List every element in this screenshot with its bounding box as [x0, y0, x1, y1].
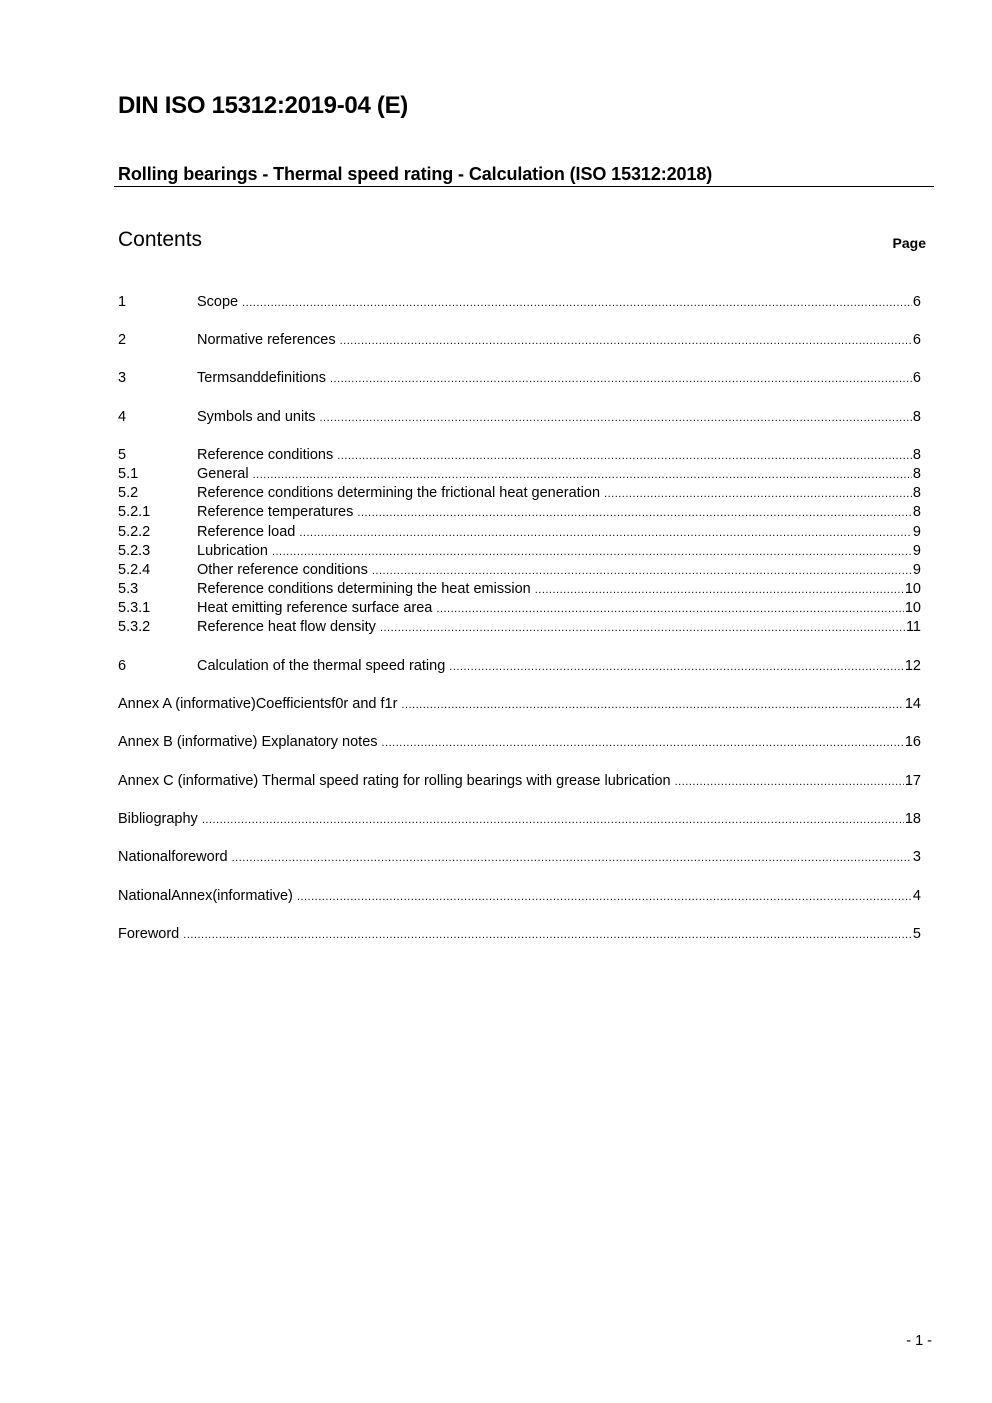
toc-entry-5-3-1[interactable]	[118, 599, 921, 618]
toc-entry-5[interactable]	[118, 446, 921, 465]
toc-entry-title: Foreword	[118, 926, 180, 942]
toc-entry-title: Other reference conditions	[197, 562, 368, 578]
toc-entry-page: 12	[904, 658, 921, 674]
toc-entry-number: 5.2.3	[118, 543, 151, 559]
toc-entry-annex-a[interactable]	[118, 695, 921, 714]
toc-entry-5-1[interactable]	[118, 465, 921, 484]
toc-entry-page: 5	[912, 926, 921, 942]
toc-entry-title: Reference temperatures	[197, 504, 354, 520]
toc-entry-page: 8	[912, 485, 921, 501]
toc-entry-number: 5.2	[118, 485, 139, 501]
toc-dot-leader	[357, 504, 912, 523]
toc-entry-title: Annex C (informative) Thermal speed rating for rolling bearings with grease lubrication	[118, 773, 671, 789]
toc-dot-leader	[535, 581, 904, 600]
toc-entry-title: Reference conditions determining the frictional heat generation	[197, 485, 601, 501]
toc-entry-title: Normative references	[197, 332, 336, 348]
toc-entry-5-2-4[interactable]	[118, 561, 921, 580]
toc-entry-annex-b[interactable]	[118, 733, 921, 752]
document-subtitle: Rolling bearings - Thermal speed rating - Calculation (ISO 15312:2018)	[118, 164, 713, 184]
document-title: DIN ISO 15312:2019-04 (E)	[118, 92, 408, 119]
toc-entry-page: 8	[912, 466, 921, 482]
toc-entry-title: Scope	[197, 294, 239, 310]
toc-entry-number: 5.3.1	[118, 600, 151, 616]
toc-dot-leader	[202, 811, 904, 830]
toc-entry-national-foreword[interactable]	[118, 848, 921, 867]
toc-entry-title: Bibliography	[118, 811, 198, 827]
toc-dot-leader	[297, 888, 912, 907]
toc-entry-number: 5.2.4	[118, 562, 151, 578]
toc-dot-leader	[675, 773, 904, 792]
toc-entry-title: NationalAnnex(informative)	[118, 888, 293, 904]
toc-entry-number: 5	[118, 447, 127, 463]
toc-dot-leader	[372, 562, 912, 581]
toc-dot-leader	[449, 658, 904, 677]
toc-entry-number: 5.2.1	[118, 504, 151, 520]
toc-entry-page: 6	[912, 332, 921, 348]
toc-dot-leader	[272, 543, 912, 562]
toc-entry-title: Heat emitting reference surface area	[197, 600, 433, 616]
toc-entry-title: Lubrication	[197, 543, 268, 559]
toc-entry-number: 2	[118, 332, 127, 348]
toc-entry-annex-c[interactable]	[118, 772, 921, 791]
toc-entry-number: 5.2.2	[118, 524, 151, 540]
toc-entry-title: Reference conditions	[197, 447, 334, 463]
toc-entry-title: Reference conditions determining the heat emission	[197, 581, 531, 597]
toc-entry-page: 18	[904, 811, 921, 827]
toc-entry-5-2-3[interactable]	[118, 542, 921, 561]
toc-entry-page: 17	[904, 773, 921, 789]
toc-entry-5-3-2[interactable]	[118, 618, 921, 637]
toc-dot-leader	[330, 370, 912, 389]
toc-entry-national-annex[interactable]	[118, 887, 921, 906]
toc-entry-title: Annex B (informative) Explanatory notes	[118, 734, 378, 750]
toc-entry-5-2-2[interactable]	[118, 523, 921, 542]
toc-entry-number: 4	[118, 409, 127, 425]
toc-entry-number: 6	[118, 658, 127, 674]
toc-entry-page: 9	[912, 562, 921, 578]
toc-entry-5-2[interactable]	[118, 484, 921, 503]
toc-entry-page: 8	[912, 409, 921, 425]
toc-dot-leader	[183, 926, 912, 945]
toc-entry-title: Termsanddefinitions	[197, 370, 326, 386]
toc-entry-page: 10	[904, 600, 921, 616]
toc-entry-number: 1	[118, 294, 127, 310]
toc-entry-page: 9	[912, 543, 921, 559]
toc-dot-leader	[382, 734, 904, 753]
toc-dot-leader	[319, 409, 911, 428]
toc-dot-leader	[253, 466, 912, 485]
toc-entry-page: 6	[912, 370, 921, 386]
toc-dot-leader	[232, 849, 912, 868]
toc-dot-leader	[436, 600, 904, 619]
toc-entry-number: 5.3	[118, 581, 139, 597]
title-divider	[114, 186, 934, 187]
toc-dot-leader	[242, 294, 912, 313]
toc-dot-leader	[380, 619, 905, 638]
toc-entry-1[interactable]	[118, 293, 921, 312]
toc-entry-2[interactable]	[118, 331, 921, 350]
toc-entry-page: 9	[912, 524, 921, 540]
toc-entry-4[interactable]	[118, 408, 921, 427]
toc-entry-title: Calculation of the thermal speed rating	[197, 658, 446, 674]
toc-entry-bibliography[interactable]	[118, 810, 921, 829]
toc-dot-leader	[340, 332, 912, 351]
toc-entry-5-2-1[interactable]	[118, 503, 921, 522]
toc-entry-page: 4	[912, 888, 921, 904]
toc-entry-6[interactable]	[118, 657, 921, 676]
toc-entry-page: 14	[904, 696, 921, 712]
toc-entry-page: 16	[904, 734, 921, 750]
toc-entry-5-3[interactable]	[118, 580, 921, 599]
toc-entry-page: 8	[912, 504, 921, 520]
toc-entry-title: Symbols and units	[197, 409, 316, 425]
toc-dot-leader	[299, 524, 912, 543]
toc-entry-number: 5.1	[118, 466, 139, 482]
toc-entry-number: 5.3.2	[118, 619, 151, 635]
toc-entry-page: 6	[912, 294, 921, 310]
toc-entry-3[interactable]	[118, 369, 921, 388]
toc-entry-page: 11	[905, 619, 921, 635]
page-number: - 1 -	[906, 1333, 932, 1349]
contents-heading: Contents	[118, 228, 203, 251]
page-column-label: Page	[892, 235, 926, 251]
toc-dot-leader	[401, 696, 903, 715]
toc-dot-leader	[337, 447, 912, 466]
toc-entry-title: Annex A (informative)Coefficientsf0r and f1r	[118, 696, 398, 712]
toc-entry-title: Reference load	[197, 524, 296, 540]
toc-entry-page: 8	[912, 447, 921, 463]
toc-dot-leader	[604, 485, 912, 504]
toc-entry-page: 3	[912, 849, 921, 865]
toc-entry-title: Reference heat flow density	[197, 619, 376, 635]
toc-entry-title: General	[197, 466, 249, 482]
toc-entry-page: 10	[904, 581, 921, 597]
toc-entry-number: 3	[118, 370, 127, 386]
toc-entry-foreword[interactable]	[118, 925, 921, 944]
toc-entry-title: Nationalforeword	[118, 849, 228, 865]
